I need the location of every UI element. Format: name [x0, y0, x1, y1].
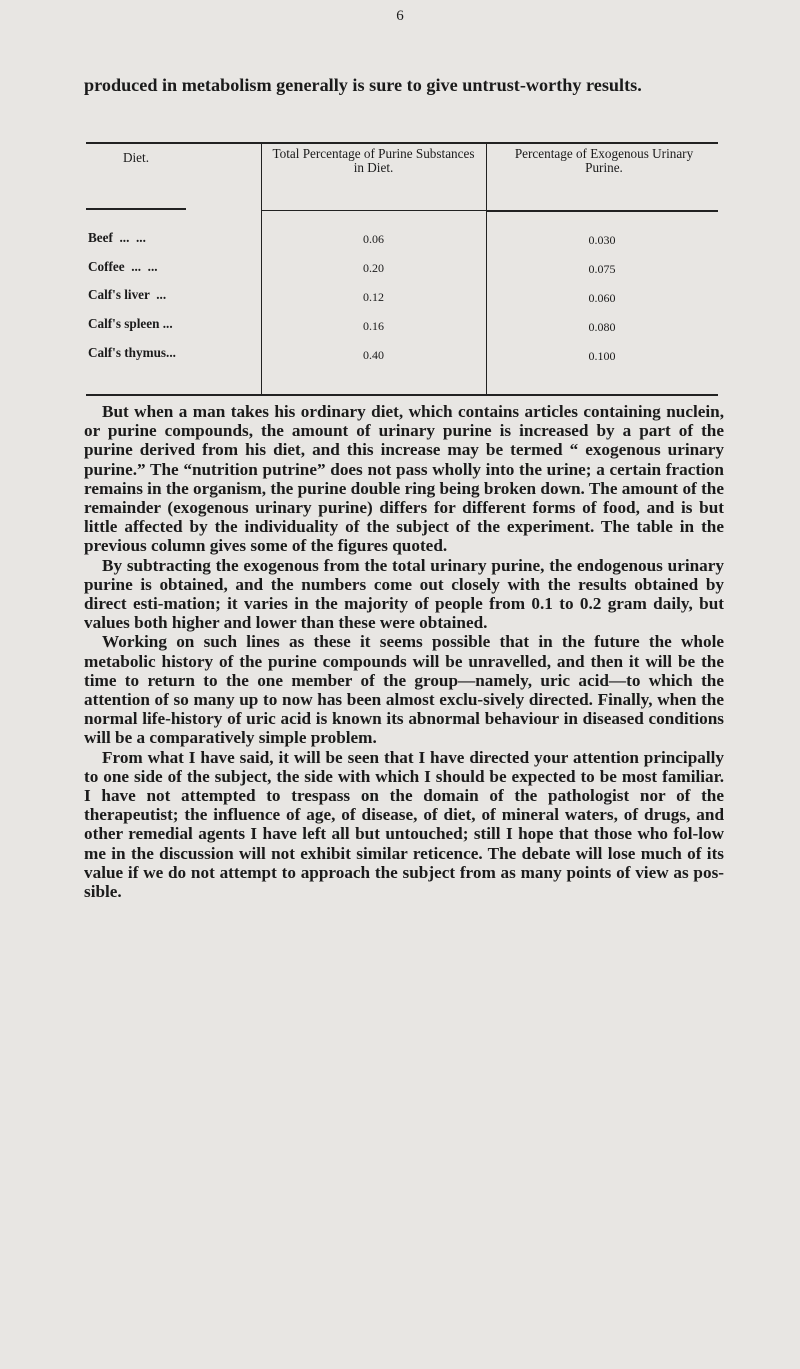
row-label-calfs-liver: Calf's liver ...: [88, 287, 167, 302]
table-header-rule-left: [86, 208, 186, 210]
table-top-rule: [86, 142, 718, 144]
cell-calfs-liver-exogenous: 0.060: [588, 291, 616, 305]
table-header-rule-right: [486, 210, 718, 212]
intro-text: produced in metabolism generally is sure to give untrust-worthy results.: [84, 75, 642, 95]
paragraph-2: By subtracting the exogenous from the total urinary purine, the endogenous urinary purine is obtained, and the numbers come out closely with the results obtained by direct esti-mation; it varies in the majority of people from 0.1 to 0.2 gram daily, but values both higher and lower than these were obtained.: [84, 555, 724, 633]
cell-coffee-exogenous: 0.075: [588, 262, 616, 276]
table-bottom-rule: [86, 394, 718, 396]
cell-calfs-spleen-total: 0.16: [363, 319, 384, 333]
intro-paragraph: [84, 76, 724, 95]
row-label-beef: Beef ... ...: [88, 230, 146, 245]
paragraph-1: But when a man takes his ordinary diet, which contains articles containing nuclein, or purine compounds, the amount of urinary purine is increased by a part of the purine derived from his diet, and this increase may be termed “ exogenous urinary purine.” The “nutrition putrine” does not pass wholly into the urine; a certain fraction remains in the organism, the purine double ring being broken down. The amount of the remainder (exogenous urinary purine) differs for different forms of food, and is but little affected by the individuality of the subject of the experiment. The table in the previous column gives some of the figures quoted.: [84, 402, 724, 556]
cell-calfs-thymus-exogenous: 0.100: [588, 349, 616, 363]
table-header-rule-mid: [261, 210, 486, 211]
header-diet: Diet.: [122, 150, 149, 165]
row-label-calfs-spleen: Calf's spleen ...: [88, 316, 173, 331]
cell-coffee-total: 0.20: [363, 261, 384, 275]
header-total-percentage: Total Percentage of Purine Substances in Diet.: [272, 146, 475, 175]
paragraph-3: Working on such lines as these it seems possible that in the future the whole metabolic history of the purine compounds will be unravelled, and then it will be the time to return to the one member of the group—namely, uric acid—to which the attention of so many up to now has been almost exclu-sively directed. Finally, when the normal life-history of uric acid is known its abnormal behaviour in diseased conditions will be a comparatively simple problem.: [84, 632, 724, 748]
cell-calfs-liver-total: 0.12: [363, 290, 384, 304]
page-number: 6: [396, 8, 404, 24]
cell-calfs-spleen-exogenous: 0.080: [588, 320, 616, 334]
row-label-coffee: Coffee ... ...: [88, 259, 158, 274]
cell-calfs-thymus-total: 0.40: [363, 348, 384, 362]
purine-table: [86, 142, 718, 397]
header-exogenous-percentage: Percentage of Exogenous Urinary Purine.: [514, 146, 694, 175]
body-text: [84, 402, 724, 901]
paragraph-4: From what I have said, it will be seen that I have directed your attention principally to one side of the subject, the side with which I should be expected to be most familiar. I have not attempted to trespass on the domain of the pathologist nor of the therapeutist; the influence of age, of disease, of diet, of mineral waters, of drugs, and other remedial agents I have left all but untouched; still I hope that those who fol-low me in the discussion will not exhibit similar reticence. The debate will lose much of its value if we do not attempt to approach the subject from as many points of view as pos-sible.: [84, 747, 724, 902]
row-label-calfs-thymus: Calf's thymus...: [88, 345, 176, 360]
cell-beef-exogenous: 0.030: [588, 233, 616, 247]
cell-beef-total: 0.06: [363, 232, 384, 246]
